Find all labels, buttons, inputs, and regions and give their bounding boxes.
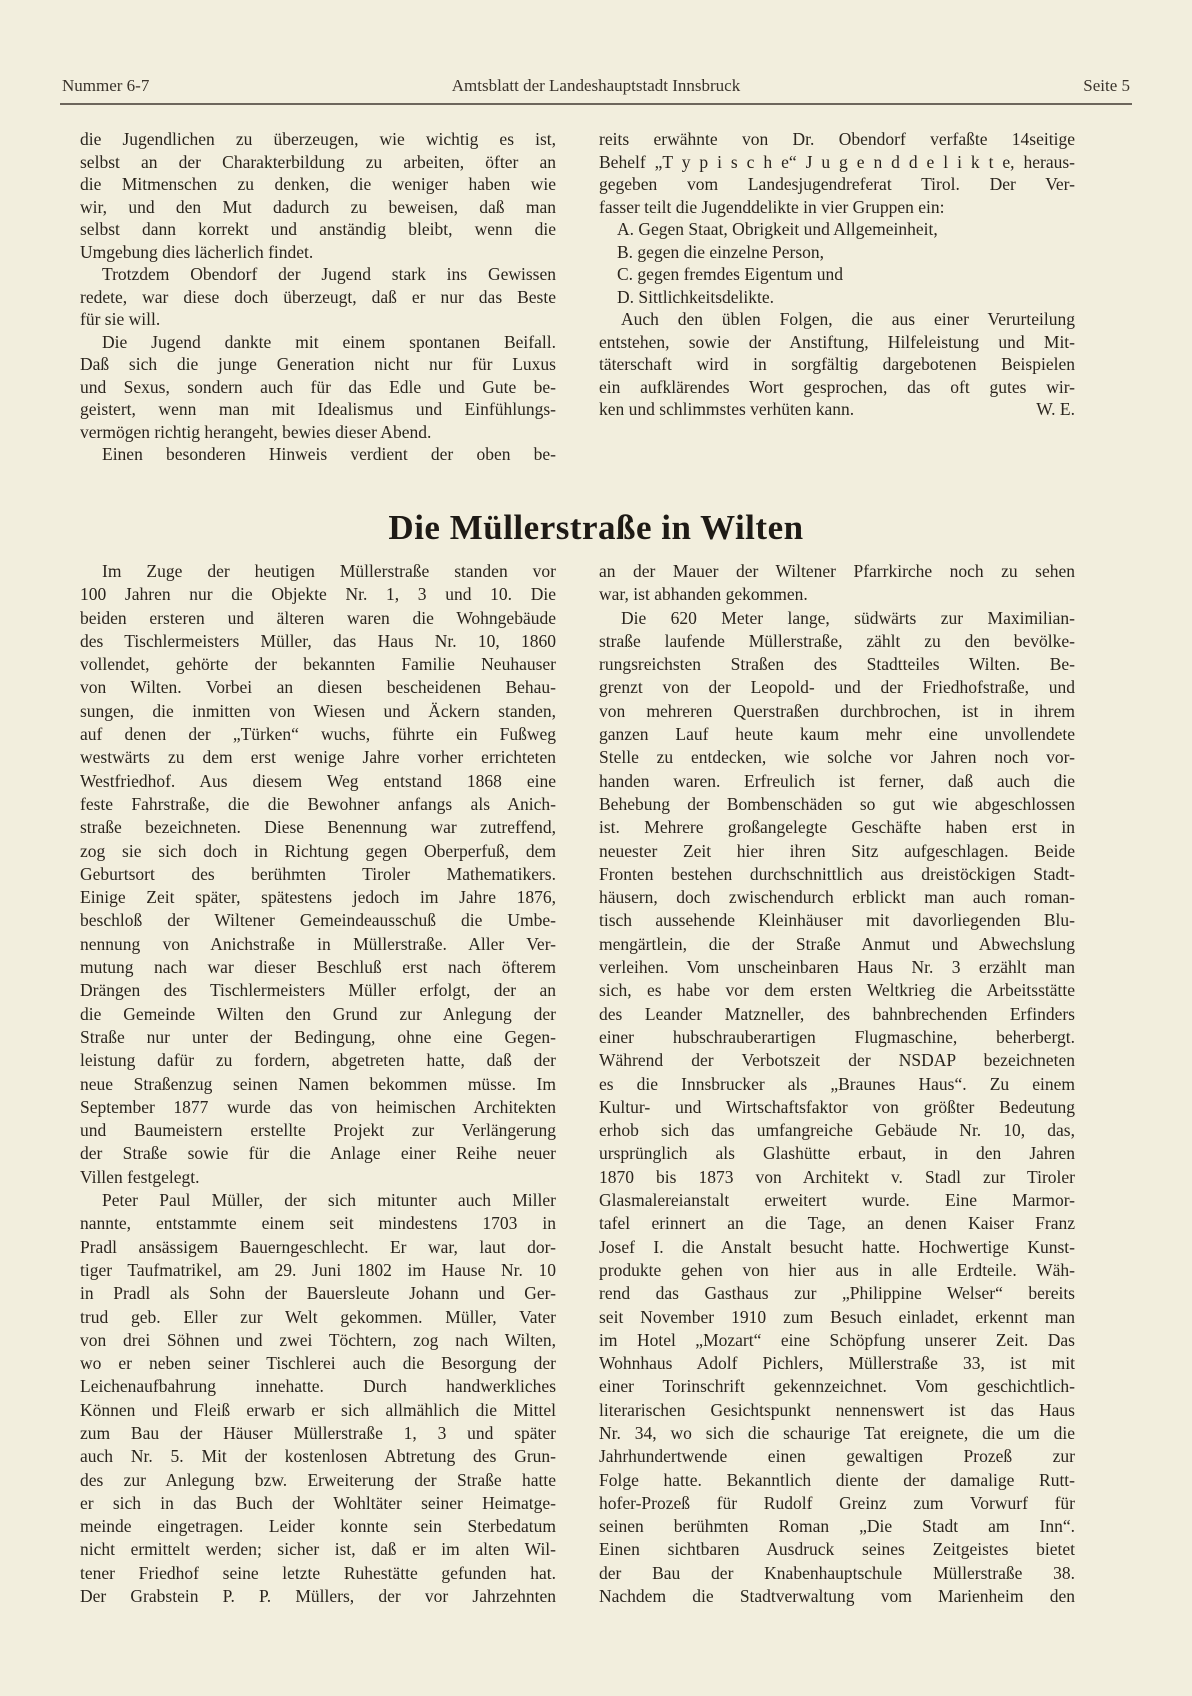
line-text: einer Torinschrift gekennzeichnet. Vom geschichtlich-	[599, 1376, 1075, 1397]
text-line	[599, 1399, 1075, 1422]
line-text: nennung von Anichstraße in Müllerstraße. Aller Ver-	[80, 933, 556, 954]
line-text: tiger Taufmatrikel, am 29. Juni 1802 im Hause Nr. 10	[80, 1259, 556, 1280]
line-text: Fronten bestehen durchschnittlich aus dreistöckigen Stadt-	[599, 863, 1075, 884]
line-text: Kultur- und Wirtschaftsfaktor von größter Bedeutung	[599, 1096, 1075, 1117]
line-text: Westfriedhof. Aus diesem Weg entstand 1868 eine	[80, 770, 556, 791]
line-text: feste Fahrstraße, die die Bewohner anfangs als Anich-	[80, 793, 556, 814]
text-line	[80, 1212, 556, 1235]
line-text: seit November 1910 zum Besuch einladet, erkennt man	[599, 1306, 1075, 1327]
paragraph	[599, 607, 1075, 1609]
text-line	[599, 1026, 1075, 1049]
text-line	[80, 218, 556, 241]
line-text: Einige Zeit später, spätestens jedoch im Jahre 1876,	[80, 887, 556, 908]
text-line	[80, 128, 556, 151]
text-line	[599, 398, 1075, 421]
line-text: Der Grabstein P. P. Müllers, der vor Jahrzehnten	[80, 1586, 556, 1607]
line-text: fasser teilt die Jugenddelikte in vier Gruppen ein:	[599, 196, 945, 217]
text-line	[599, 793, 1075, 816]
text-line	[80, 1585, 556, 1608]
line-text: auch Nr. 5. Mit der kostenlosen Abtretung des Grun-	[80, 1446, 556, 1467]
text-line	[80, 1259, 556, 1282]
line-text: mengärtlein, die der Straße Anmut und Abwechslung	[599, 933, 1075, 954]
text-line	[599, 1562, 1075, 1585]
text-line	[599, 676, 1075, 699]
text-line	[599, 128, 1075, 151]
top-article-left-column	[80, 128, 556, 466]
text-line	[599, 630, 1075, 653]
line-text: ist. Mehrere großangelegte Geschäfte haben erst in	[599, 817, 1075, 838]
text-line	[80, 1538, 556, 1561]
text-line	[599, 173, 1075, 196]
line-text: tafel erinnert an die Tage, an denen Kaiser Franz	[599, 1213, 1075, 1234]
line-text: von Wilten. Vorbei an diesen bescheidenen Behau-	[80, 677, 556, 698]
list-item	[599, 263, 1075, 286]
paragraph	[80, 560, 556, 1189]
line-text: rend das Gasthaus zur „Philippine Welser“ bereits	[599, 1283, 1075, 1304]
line-text: sungen, die inmitten von Wiesen und Äckern standen,	[80, 700, 556, 721]
text-line	[599, 1189, 1075, 1212]
text-line	[80, 1422, 556, 1445]
text-line	[80, 1166, 556, 1189]
line-text: geistert, wenn man mit Idealismus und Einfühlungs-	[80, 399, 556, 419]
text-line	[80, 1562, 556, 1585]
text-line	[599, 1469, 1075, 1492]
text-line	[599, 1119, 1075, 1142]
text-line	[80, 173, 556, 196]
line-text: Einen besonderen Hinweis verdient der oben be-	[102, 444, 556, 464]
line-text: ein aufklärendes Wort gesprochen, das oft gutes wir-	[599, 376, 1075, 397]
text-line	[80, 263, 556, 286]
text-line	[599, 1422, 1075, 1445]
line-text: Straße nur unter der Bedingung, ohne eine Gegen-	[80, 1026, 556, 1047]
paragraph	[80, 128, 556, 263]
text-line	[80, 653, 556, 676]
text-line	[80, 443, 556, 466]
line-text: war, ist abhanden gekommen.	[599, 584, 808, 605]
author-signature: W. E.	[1036, 399, 1075, 419]
text-line	[80, 1352, 556, 1375]
line-text: ursprünglich als Glashütte erbaut, in den Jahren	[599, 1143, 1075, 1164]
text-line	[599, 607, 1075, 630]
text-line	[599, 723, 1075, 746]
line-text: Josef I. die Anstalt besucht hatte. Hochwertige Kunst-	[599, 1236, 1075, 1257]
line-text: Die Jugend dankte mit einem spontanen Beifall.	[102, 331, 556, 352]
text-line	[80, 1026, 556, 1049]
line-text: straße bezeichneten. Diese Benennung war zutreffend,	[80, 817, 556, 838]
text-line	[80, 793, 556, 816]
line-text: Umgebung dies lächerlich findet.	[80, 241, 314, 262]
text-line	[80, 1399, 556, 1422]
text-line	[599, 770, 1075, 793]
article-right-column	[599, 560, 1075, 1608]
text-line	[80, 1375, 556, 1398]
line-text: meinde eingetragen. Leider konnte sein Sterbedatum	[80, 1516, 556, 1537]
line-text: Trotzdem Obendorf der Jugend stark ins Gewissen	[102, 264, 556, 284]
paragraph	[599, 308, 1075, 421]
text-line	[80, 151, 556, 174]
list-item	[599, 218, 1075, 241]
text-line	[80, 840, 556, 863]
text-line	[599, 909, 1075, 932]
line-text: selbst an der Charakterbildung zu arbeiten, öfter an	[80, 151, 556, 172]
line-text: die Mitmenschen zu denken, die weniger haben wie	[80, 174, 556, 194]
text-line	[80, 1003, 556, 1026]
line-text: Geburtsort des berühmten Tiroler Mathematikers.	[80, 863, 556, 884]
text-line	[80, 979, 556, 1002]
line-text: Daß sich die junge Generation nicht nur für Luxus	[80, 354, 556, 374]
line-text: A. Gegen Staat, Obrigkeit und Allgemeinheit,	[617, 219, 938, 239]
paragraph	[80, 331, 556, 444]
line-text: vermögen richtig herangeht, bewies dieser Abend.	[80, 421, 432, 442]
line-text: Folge hatte. Bekanntlich diente der damalige Rutt-	[599, 1469, 1075, 1490]
line-text: westwärts zu dem erst wenige Jahre vorher errichteten	[80, 747, 556, 768]
text-line	[599, 1352, 1075, 1375]
line-text: von mehreren Querstraßen durchbrochen, ist in ihrem	[599, 700, 1075, 721]
line-text: häusern, doch zwischendurch erblickt man auch roman-	[599, 887, 1075, 908]
text-line	[599, 1073, 1075, 1096]
text-line	[599, 196, 1075, 219]
text-line	[80, 241, 556, 264]
line-text: für sie will.	[80, 309, 161, 329]
text-line	[80, 863, 556, 886]
line-text: verleihen. Vom unscheinbaren Haus Nr. 3 erzählt man	[599, 957, 1075, 978]
text-line	[599, 886, 1075, 909]
text-line	[599, 1212, 1075, 1235]
text-line	[599, 1236, 1075, 1259]
text-line	[599, 700, 1075, 723]
text-line	[599, 308, 1075, 331]
line-text: des Leander Matzneller, des bahnbrechenden Erfinders	[599, 1003, 1075, 1024]
text-line	[599, 1282, 1075, 1305]
text-line	[80, 1073, 556, 1096]
publication-title: Amtsblatt der Landeshauptstadt Innsbruck	[451, 76, 741, 95]
line-text: seinen berühmten Roman „Die Stadt am Inn“.	[599, 1516, 1075, 1537]
line-text: neuester Zeit hier ihren Sitz aufgeschlagen. Beide	[599, 840, 1075, 861]
line-text: an der Mauer der Wiltener Pfarrkirche noch zu sehen	[599, 561, 1075, 581]
line-text: beiden ersteren und älteren waren die Wohngebäude	[80, 607, 556, 628]
line-text: des Tischlermeisters Müller, das Haus Nr. 10, 1860	[80, 630, 556, 651]
text-line	[599, 1096, 1075, 1119]
text-line	[80, 1236, 556, 1259]
line-text: vollendet, gehörte der bekannten Familie Neuhauser	[80, 654, 556, 675]
line-text: Drängen des Tischlermeisters Müller erfolgt, der an	[80, 980, 556, 1001]
category-list	[599, 218, 1075, 308]
line-text: mutung nach war dieser Beschluß erst nach öfterem	[80, 957, 556, 978]
text-line	[599, 816, 1075, 839]
text-line	[80, 630, 556, 653]
line-text: beschloß der Wiltener Gemeindeausschuß die Umbe-	[80, 910, 556, 931]
text-line	[80, 398, 556, 421]
line-text: 1870 bis 1873 von Architekt v. Stadl zur Tiroler	[599, 1166, 1075, 1187]
paragraph	[80, 263, 556, 331]
text-line	[599, 1375, 1075, 1398]
text-line	[599, 1515, 1075, 1538]
text-line	[80, 607, 556, 630]
text-line	[599, 560, 1075, 583]
line-text: Behelf „T y p i s c h e“ J u g e n d d e l i k t e, heraus-	[599, 151, 1075, 172]
text-line	[599, 1585, 1075, 1608]
text-line	[599, 583, 1075, 606]
text-line	[599, 746, 1075, 769]
text-line	[599, 151, 1075, 174]
line-text: straße laufende Müllerstraße, zählt zu den bevölke-	[599, 630, 1075, 651]
line-text: tisch aussehende Kleinhäuser mit davorliegenden Blu-	[599, 910, 1075, 931]
list-item	[599, 241, 1075, 264]
line-text: gegeben vom Landesjugendreferat Tirol. Der Ver-	[599, 174, 1075, 194]
text-line	[80, 1282, 556, 1305]
line-text: Pradl ansässigem Bauerngeschlecht. Er war, laut dor-	[80, 1236, 556, 1257]
line-text: zog sie sich doch in Richtung gegen Oberperfuß, dem	[80, 840, 556, 861]
line-text: literarischen Gesichtspunkt nennenswert ist das Haus	[599, 1399, 1075, 1420]
page-number: Seite 5	[1083, 76, 1130, 95]
line-text: erhob sich das umfangreiche Gebäude Nr. 10, das,	[599, 1120, 1075, 1141]
line-text: die Gemeinde Wilten den Grund zur Anlegung der	[80, 1003, 556, 1024]
line-text: einer hubschrauberartigen Flugmaschine, beherbergt.	[599, 1026, 1075, 1047]
line-text: des zur Anlegung bzw. Erweiterung der Straße hatte	[80, 1469, 556, 1490]
text-line	[599, 1049, 1075, 1072]
line-text: neue Straßenzug seinen Namen bekommen müsse. Im	[80, 1073, 556, 1094]
line-text: sich, es habe vor dem ersten Weltkrieg die Arbeitsstätte	[599, 980, 1075, 1001]
line-text: handen waren. Erfreulich ist ferner, daß auch die	[599, 770, 1075, 791]
text-line	[80, 560, 556, 583]
paragraph	[599, 128, 1075, 218]
text-line	[599, 331, 1075, 354]
text-line	[80, 1329, 556, 1352]
line-text: redete, war diese doch überzeugt, daß er nur das Beste	[80, 286, 556, 307]
text-line	[599, 1329, 1075, 1352]
text-line	[80, 886, 556, 909]
text-line	[599, 376, 1075, 399]
text-line	[80, 1119, 556, 1142]
text-line	[80, 1306, 556, 1329]
text-line	[80, 421, 556, 444]
line-text: Während der Verbotszeit der NSDAP bezeichneten	[599, 1050, 1075, 1071]
text-line	[80, 196, 556, 219]
text-line	[80, 286, 556, 309]
text-line	[80, 308, 556, 331]
line-text: Behebung der Bombenschäden so gut wie abgeschlossen	[599, 793, 1075, 814]
line-text: selbst dann korrekt und anständig bleibt, wenn die	[80, 219, 556, 239]
line-text: Glasmalereianstalt erweitert wurde. Eine Marmor-	[599, 1190, 1075, 1211]
line-text: rungsreichsten Straßen des Stadtteiles Wilten. Be-	[599, 654, 1075, 675]
line-text: er sich in das Buch der Wohltäter seiner Heimatge-	[80, 1492, 556, 1513]
line-text: Peter Paul Müller, der sich mitunter auch Miller	[102, 1190, 556, 1211]
line-text: Leichenaufbahrung innehatte. Durch handwerkliches	[80, 1376, 556, 1397]
line-text: nannte, entstammte einem seit mindestens 1703 in	[80, 1213, 556, 1234]
line-text: B. gegen die einzelne Person,	[617, 241, 825, 262]
line-text: Die 620 Meter lange, südwärts zur Maximilian-	[621, 607, 1075, 628]
line-text: im Hotel „Mozart“ eine Schöpfung unserer Zeit. Das	[599, 1329, 1075, 1350]
line-text: zum Bau der Häuser Müllerstraße 1, 3 und später	[80, 1422, 556, 1443]
text-line	[80, 676, 556, 699]
line-text: und Sexus, sondern auch für das Edle und Gute be-	[80, 376, 556, 397]
text-line	[80, 933, 556, 956]
issue-number: Nummer 6-7	[62, 76, 150, 95]
line-text: Jahrhundertwende einen gewaltigen Prozeß zur	[599, 1446, 1075, 1467]
text-line	[80, 376, 556, 399]
text-line	[80, 746, 556, 769]
text-line	[599, 1003, 1075, 1026]
text-line	[599, 840, 1075, 863]
list-item	[599, 286, 1075, 309]
text-line	[80, 1142, 556, 1165]
line-text: wo er neben seiner Tischlerei auch die Besorgung der	[80, 1353, 556, 1374]
line-text: Stelle zu entdecken, wie solche vor Jahren noch vor-	[599, 747, 1075, 768]
text-line	[80, 909, 556, 932]
line-text: tener Friedhof seine letzte Ruhestätte gefunden hat.	[80, 1562, 556, 1583]
line-text: grenzt von der Leopold- und der Friedhofstraße, und	[599, 677, 1075, 698]
text-line	[599, 956, 1075, 979]
line-text: Können und Fleiß erwarb er sich allmählich die Mittel	[80, 1399, 556, 1420]
line-text: 100 Jahren nur die Objekte Nr. 1, 3 und 10. Die	[80, 584, 556, 605]
line-text: Einen sichtbaren Ausdruck seines Zeitgeistes bietet	[599, 1539, 1075, 1560]
line-text: Nr. 34, wo sich die schaurige Tat ereignete, die um die	[599, 1422, 1075, 1443]
line-text: Wohnhaus Adolf Pichlers, Müllerstraße 33, ist mit	[599, 1353, 1075, 1374]
line-text: reits erwähnte von Dr. Obendorf verfaßte 14seitige	[599, 129, 1075, 149]
text-line	[80, 816, 556, 839]
text-line	[80, 1469, 556, 1492]
text-line	[599, 979, 1075, 1002]
line-text: die Jugendlichen zu überzeugen, wie wichtig es ist,	[80, 129, 556, 149]
text-line	[80, 1492, 556, 1515]
line-text: hofer-Prozeß für Rudolf Greinz zum Vorwurf für	[599, 1492, 1075, 1513]
line-text: Villen festgelegt.	[80, 1166, 200, 1187]
line-text: wir, und den Mut dadurch zu beweisen, daß man	[80, 196, 556, 217]
text-line	[80, 353, 556, 376]
text-line	[599, 1492, 1075, 1515]
line-text: der Bau der Knabenhauptschule Müllerstraße 38.	[599, 1562, 1075, 1583]
header-rule	[60, 103, 1132, 105]
paragraph	[599, 560, 1075, 607]
text-line	[599, 1259, 1075, 1282]
text-line	[599, 1538, 1075, 1561]
line-text: von drei Söhnen und zwei Töchtern, zog nach Wilten,	[80, 1329, 556, 1350]
text-line	[599, 353, 1075, 376]
text-line	[599, 933, 1075, 956]
line-text: es die Innsbrucker als „Braunes Haus“. Zu einem	[599, 1073, 1075, 1094]
text-line	[599, 863, 1075, 886]
text-line	[80, 1096, 556, 1119]
text-line	[80, 1189, 556, 1212]
text-line	[599, 1142, 1075, 1165]
line-text: September 1877 wurde das von heimischen Architekten	[80, 1096, 556, 1117]
text-line	[80, 700, 556, 723]
text-line	[80, 956, 556, 979]
line-text: Auch den üblen Folgen, die aus einer Verurteilung	[621, 309, 1075, 329]
line-text: ganzen Lauf heute kaum mehr eine unvollendete	[599, 724, 1075, 745]
text-line	[599, 1306, 1075, 1329]
article-title: Die Müllerstraße in Wilten	[388, 508, 804, 547]
text-line	[80, 1515, 556, 1538]
text-line	[80, 331, 556, 354]
line-text: Nachdem die Stadtverwaltung vom Marienheim den	[599, 1586, 1075, 1607]
line-text: produkte gehen von hier aus in alle Erdteile. Wäh-	[599, 1259, 1075, 1280]
text-line	[599, 1445, 1075, 1468]
line-text: und Baumeistern erstellte Projekt zur Verlängerung	[80, 1120, 556, 1141]
line-text: leistung dafür zu fordern, abgetreten hatte, daß der	[80, 1050, 556, 1071]
line-text: der Straße sowie für die Anlage einer Reihe neuer	[80, 1143, 556, 1164]
line-text: Im Zuge der heutigen Müllerstraße standen vor	[102, 561, 556, 581]
line-text: ken und schlimmstes verhüten kann.	[599, 399, 855, 419]
article-left-column	[80, 560, 556, 1608]
text-line	[80, 1445, 556, 1468]
text-line	[599, 653, 1075, 676]
text-line	[80, 1049, 556, 1072]
paragraph	[80, 443, 556, 466]
line-text: in Pradl als Sohn der Bauersleute Johann und Ger-	[80, 1283, 556, 1304]
paragraph	[80, 1189, 556, 1608]
text-line	[80, 723, 556, 746]
line-text: auf denen der „Türken“ wuchs, führte ein Fußweg	[80, 724, 556, 745]
line-text: C. gegen fremdes Eigentum und	[617, 264, 843, 284]
text-line	[599, 1166, 1075, 1189]
line-text: D. Sittlichkeitsdelikte.	[617, 286, 774, 307]
top-article-right-column	[599, 128, 1075, 421]
text-line	[80, 770, 556, 793]
line-text: trud geb. Eller zur Welt gekommen. Müller, Vater	[80, 1306, 556, 1327]
line-text: nicht ermittelt werden; sicher ist, daß er im alten Wil-	[80, 1539, 556, 1560]
line-text: täterschaft wird in sorgfältig dargebotenen Beispielen	[599, 354, 1075, 374]
line-text: entstehen, sowie der Anstiftung, Hilfeleistung und Mit-	[599, 331, 1075, 352]
text-line	[80, 583, 556, 606]
